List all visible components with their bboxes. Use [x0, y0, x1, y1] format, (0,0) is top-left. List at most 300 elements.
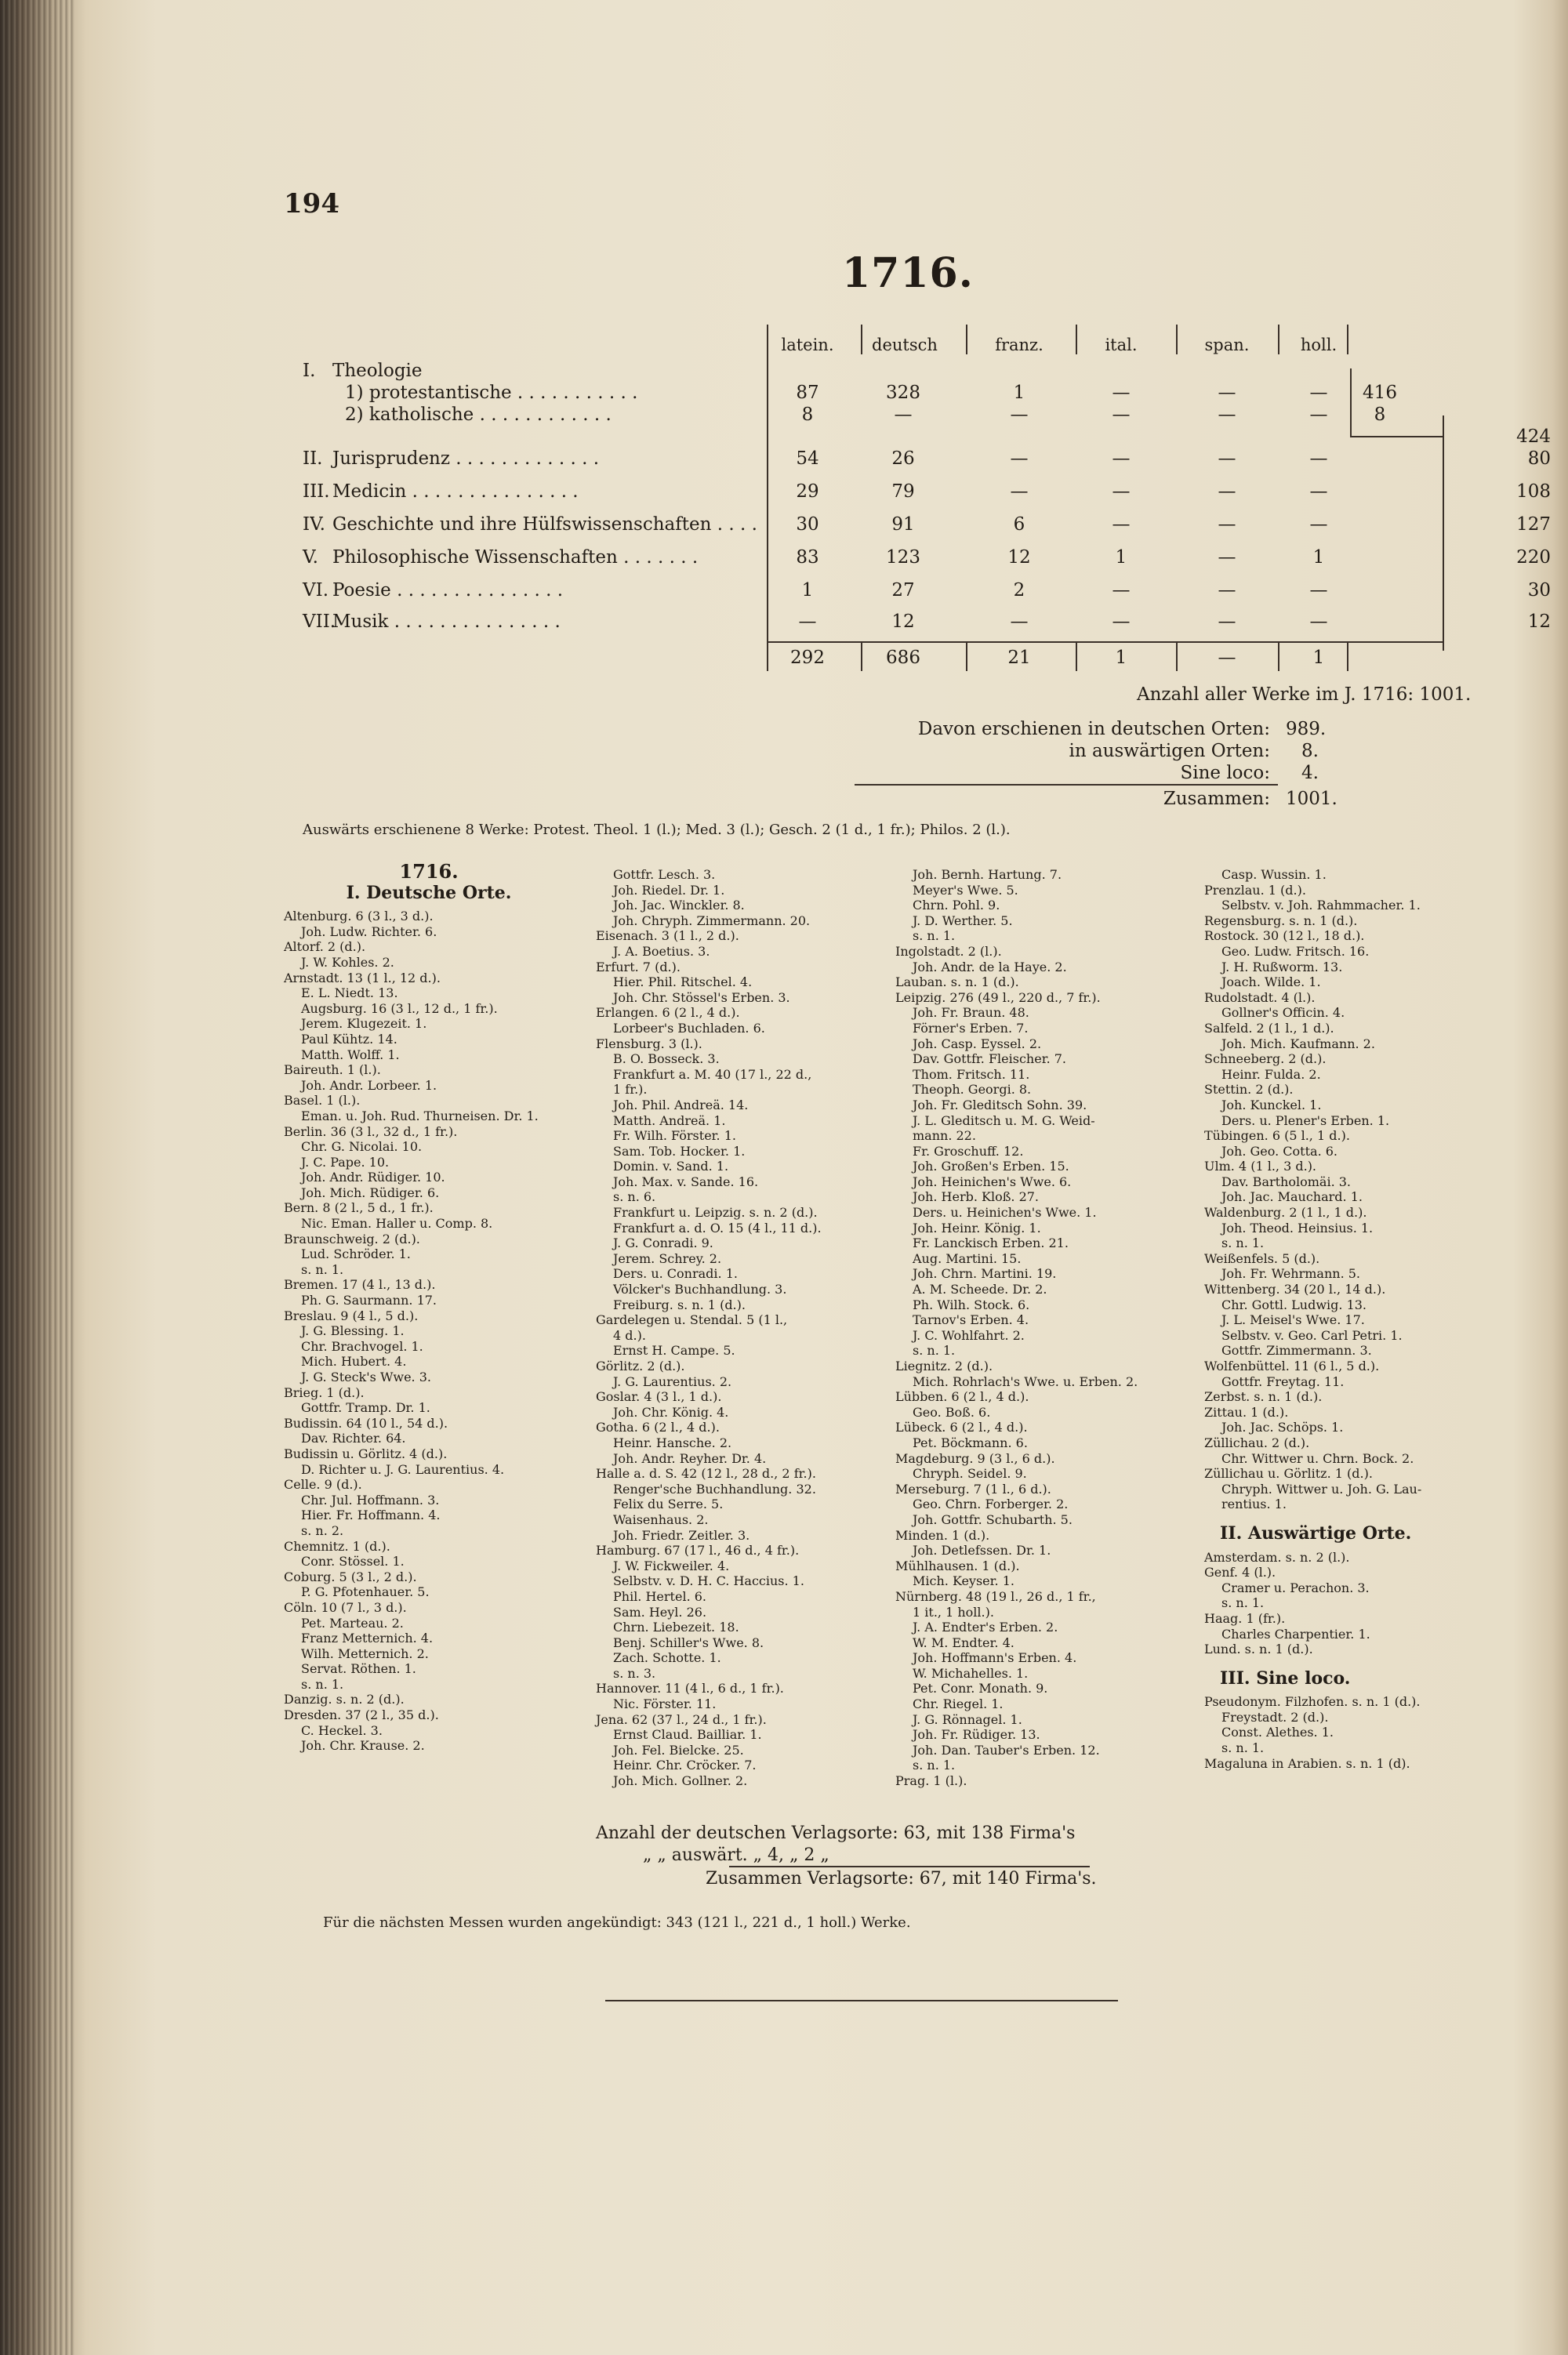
row-total: 80 [1527, 448, 1551, 469]
publisher-entry: Joh. Chr. Krause. 2. [301, 1738, 425, 1754]
publisher-entry: s. n. 1. [1221, 1740, 1265, 1756]
place-entry: Halle a. d. S. 42 (12 l., 28 d., 2 fr.). [596, 1466, 816, 1482]
publisher-entry: Joach. Wilde. 1. [1221, 974, 1321, 990]
row-label: Jurisprudenz . . . . . . . . . . . . . [332, 448, 600, 469]
publisher-entry: Ernst Claud. Bailliar. 1. [613, 1727, 762, 1743]
publisher-entry: Joh. Detlefssen. Dr. 1. [913, 1543, 1051, 1559]
publisher-entry: Joh. Dan. Tauber's Erben. 12. [913, 1742, 1100, 1758]
place-entry: Haag. 1 (fr.). [1204, 1610, 1286, 1626]
header-separator [767, 325, 768, 354]
publisher-entry: J. G. Blessing. 1. [301, 1323, 405, 1339]
totals-cell: 686 [886, 648, 920, 668]
publisher-entry: 4 d.). [613, 1327, 646, 1343]
table-cell: — [1112, 514, 1131, 535]
publisher-entry: s. n. 1. [301, 1261, 344, 1277]
publisher-entry: Sam. Heyl. 26. [613, 1604, 707, 1620]
row-number: I. [303, 361, 316, 381]
publisher-entry: Lorbeer's Buchladen. 6. [613, 1020, 765, 1036]
publisher-entry: Fr. Groschuff. 12. [913, 1143, 1024, 1159]
place-entry: Hannover. 11 (4 l., 6 d., 1 fr.). [596, 1681, 784, 1696]
publisher-entry: Joh. Chrn. Martini. 19. [913, 1266, 1057, 1282]
table-cell: — [1218, 580, 1236, 601]
publisher-entry: Domin. v. Sand. 1. [613, 1159, 729, 1174]
publisher-entry: Joh. Friedr. Zeitler. 3. [613, 1527, 750, 1543]
publisher-entry: s. n. 3. [613, 1665, 656, 1681]
year-title: 1716. [842, 249, 974, 297]
table-cell: — [1309, 405, 1328, 425]
publisher-entry: Geo. Boß. 6. [913, 1404, 991, 1420]
totals-separator [767, 641, 768, 671]
table-cell: — [1309, 448, 1328, 469]
publisher-entry: Joh. Fel. Bielcke. 25. [613, 1742, 744, 1758]
place-entry: Bern. 8 (2 l., 5 d., 1 fr.). [284, 1200, 434, 1216]
place-entry: Altenburg. 6 (3 l., 3 d.). [284, 909, 434, 924]
publisher-entry: Gollner's Officin. 4. [1221, 1005, 1345, 1021]
place-entry: Züllichau u. Görlitz. 1 (d.). [1204, 1466, 1373, 1482]
publisher-entry: Joh. Hoffmann's Erben. 4. [913, 1650, 1077, 1666]
table-cell: — [1218, 611, 1236, 632]
publisher-entry: Ders. u. Plener's Erben. 1. [1221, 1112, 1390, 1128]
publisher-entry: Pet. Conr. Monath. 9. [913, 1681, 1048, 1696]
place-entry: Minden. 1 (d.). [895, 1527, 990, 1543]
book-spine-edge [0, 0, 74, 2355]
publisher-entry: Freiburg. s. n. 1 (d.). [613, 1297, 746, 1312]
place-entry: Berlin. 36 (3 l., 32 d., 1 fr.). [284, 1123, 458, 1139]
table-cell: — [1309, 611, 1328, 632]
table-cell: 8 [801, 405, 814, 425]
place-entry: Pseudonym. Filzhofen. s. n. 1 (d.). [1204, 1694, 1421, 1710]
place-entry: Zittau. 1 (d.). [1204, 1404, 1289, 1420]
table-cell: — [1218, 383, 1236, 403]
place-entry: Erfurt. 7 (d.). [596, 959, 681, 974]
publisher-entry: s. n. 1. [913, 1343, 956, 1359]
totals-separator [1347, 641, 1348, 671]
table-cell: 54 [796, 448, 819, 469]
publisher-entry: Freystadt. 2 (d.). [1221, 1709, 1329, 1725]
table-cell: — [1309, 481, 1328, 502]
publisher-entry: Zach. Schotte. 1. [613, 1650, 721, 1666]
publisher-entry: J. L. Meisel's Wwe. 17. [1221, 1312, 1365, 1328]
totals-cell: — [1218, 648, 1236, 668]
publisher-entry: Augsburg. 16 (3 l., 12 d., 1 fr.). [301, 1000, 498, 1016]
header-separator [966, 325, 967, 354]
column-header: deutsch [872, 336, 938, 354]
place-entry: Wittenberg. 34 (20 l., 14 d.). [1204, 1282, 1386, 1297]
publisher-entry: Chrn. Pohl. 9. [913, 898, 1000, 913]
places-foreign-value: 8. [1301, 741, 1319, 761]
publisher-entry: Phil. Hertel. 6. [613, 1588, 706, 1604]
publisher-entry: J. G. Laurentius. 2. [613, 1373, 732, 1389]
place-entry: Genf. 4 (l.). [1204, 1565, 1276, 1580]
publisher-entry: J. G. Conradi. 9. [613, 1236, 713, 1251]
row-number: II. [303, 448, 323, 469]
place-entry: Jena. 62 (37 l., 24 d., 1 fr.). [596, 1711, 767, 1727]
table-cell: — [1309, 580, 1328, 601]
column-header: franz. [995, 336, 1044, 354]
place-entry: Flensburg. 3 (l.). [596, 1036, 702, 1051]
publisher-entry: s. n. 1. [913, 1758, 956, 1773]
publisher-entry: Joh. Fr. Braun. 48. [913, 1005, 1029, 1021]
publishers-german-line: Anzahl der deutschen Verlagsorte: 63, mit 138 Firma's [596, 1823, 1076, 1843]
place-entry: Gardelegen u. Stendal. 5 (1 l., [596, 1312, 788, 1328]
publisher-entry: Matth. Wolff. 1. [301, 1047, 400, 1062]
table-cell: 79 [891, 481, 915, 502]
publisher-entry: P. G. Pfotenhauer. 5. [301, 1584, 430, 1600]
place-entry: Görlitz. 2 (d.). [596, 1359, 685, 1373]
publisher-entry: Chryph. Seidel. 9. [913, 1466, 1027, 1482]
list-year-heading: 1716. [399, 860, 459, 883]
publisher-entry: Ph. Wilh. Stock. 6. [913, 1297, 1030, 1312]
publisher-entry: Paul Kühtz. 14. [301, 1031, 397, 1047]
publisher-entry: Jerem. Klugezeit. 1. [301, 1016, 427, 1032]
publisher-entry: Chr. Brachvogel. 1. [301, 1338, 423, 1354]
table-cell: 30 [796, 514, 819, 535]
publisher-entry: Joh. Riedel. Dr. 1. [613, 882, 725, 898]
publisher-entry: Hier. Fr. Hoffmann. 4. [301, 1508, 441, 1523]
bottom-rule [605, 2000, 1118, 2001]
publisher-entry: Casp. Wussin. 1. [1221, 867, 1327, 882]
totals-rule [767, 641, 1443, 643]
publisher-entry: D. Richter u. J. G. Laurentius. 4. [301, 1461, 505, 1477]
publisher-entry: Gottfr. Lesch. 3. [613, 867, 716, 882]
place-entry: Nürnberg. 48 (19 l., 26 d., 1 fr., [895, 1588, 1096, 1604]
table-cell: — [1218, 448, 1236, 469]
publisher-entry: Felix du Serre. 5. [613, 1497, 724, 1512]
place-entry: Prenzlau. 1 (d.). [1204, 882, 1306, 898]
row-total: 12 [1527, 611, 1551, 632]
publisher-entry: Chr. Jul. Hoffmann. 3. [301, 1492, 440, 1508]
place-entry: Waldenburg. 2 (1 l., 1 d.). [1204, 1205, 1367, 1221]
publisher-entry: Heinr. Chr. Cröcker. 7. [613, 1758, 757, 1773]
publisher-entry: Matth. Andreä. 1. [613, 1112, 726, 1128]
header-separator [1176, 325, 1178, 354]
totals-separator [1076, 641, 1077, 671]
row-label: Geschichte und ihre Hülfswissenschaften . . . . [332, 514, 757, 535]
place-entry: Ingolstadt. 2 (l.). [895, 943, 1002, 959]
place-entry: Rudolstadt. 4 (l.). [1204, 989, 1316, 1005]
table-cell: 1 [1115, 547, 1127, 568]
publisher-entry: Ernst H. Campe. 5. [613, 1343, 735, 1359]
publisher-entry: Joh. Jac. Mauchard. 1. [1221, 1189, 1363, 1205]
publisher-entry: Pet. Böckmann. 6. [913, 1435, 1028, 1450]
publisher-entry: Joh. Bernh. Hartung. 7. [913, 867, 1062, 882]
publisher-entry: Chr. G. Nicolai. 10. [301, 1139, 423, 1155]
publisher-entry: Mich. Rohrlach's Wwe. u. Erben. 2. [913, 1373, 1138, 1389]
publisher-entry: s. n. 1. [913, 928, 956, 944]
publisher-entry: Joh. Gottfr. Schubarth. 5. [913, 1511, 1073, 1527]
table-cell: — [1010, 481, 1029, 502]
totals-separator [966, 641, 967, 671]
header-separator [861, 325, 862, 354]
row-label: Theologie [332, 361, 423, 381]
publisher-entry: Gottfr. Zimmermann. 3. [1221, 1343, 1372, 1359]
subtotal-cell: 8 [1374, 405, 1386, 425]
publisher-entry: mann. 22. [913, 1128, 976, 1144]
place-entry: Chemnitz. 1 (d.). [284, 1538, 390, 1554]
place-entry: Liegnitz. 2 (d.). [895, 1359, 993, 1373]
publisher-entry: Lud. Schröder. 1. [301, 1246, 411, 1262]
place-entry: Ulm. 4 (1 l., 3 d.). [1204, 1159, 1317, 1174]
publisher-entry: Mich. Keyser. 1. [913, 1573, 1014, 1589]
place-entry: Rostock. 30 (12 l., 18 d.). [1204, 928, 1365, 944]
publisher-entry: Joh. Fr. Wehrmann. 5. [1221, 1266, 1361, 1282]
publishers-sum-rule [729, 1866, 1090, 1867]
publisher-entry: 1 it., 1 holl.). [913, 1604, 994, 1620]
publisher-entry: s. n. 1. [301, 1676, 344, 1692]
place-entry: Züllichau. 2 (d.). [1204, 1435, 1310, 1450]
places-german-value: 989. [1286, 719, 1327, 739]
place-entry: Hamburg. 67 (17 l., 46 d., 4 fr.). [596, 1543, 800, 1559]
row-label: 1) protestantische . . . . . . . . . . . [345, 383, 638, 403]
table-cell: 1 [1013, 383, 1025, 403]
totals-separator [1278, 641, 1279, 671]
publisher-entry: J. C. Wohlfahrt. 2. [913, 1327, 1025, 1343]
publisher-entry: Dav. Gottfr. Fleischer. 7. [913, 1051, 1067, 1067]
place-entry: Goslar. 4 (3 l., 1 d.). [596, 1389, 722, 1405]
subtotal-separator [1443, 415, 1444, 651]
subtotal-cell: 416 [1363, 383, 1397, 403]
publisher-entry: Joh. Herb. Kloß. 27. [913, 1189, 1040, 1205]
table-cell: — [1010, 448, 1029, 469]
publisher-entry: Joh. Casp. Eyssel. 2. [913, 1036, 1042, 1051]
totals-cell: 21 [1007, 648, 1031, 668]
table-cell: — [1112, 611, 1131, 632]
column-header: holl. [1300, 336, 1338, 354]
publisher-entry: Fr. Lanckisch Erben. 21. [913, 1236, 1069, 1251]
row-label: 2) katholische . . . . . . . . . . . . [345, 405, 612, 425]
publisher-entry: Chr. Gottl. Ludwig. 13. [1221, 1297, 1367, 1312]
publisher-entry: Chryph. Wittwer u. Joh. G. Lau- [1221, 1481, 1422, 1497]
list-column-1 [284, 861, 574, 1754]
row-label: Philosophische Wissenschaften . . . . . . . [332, 547, 699, 568]
publisher-entry: J. G. Steck's Wwe. 3. [301, 1370, 431, 1384]
table-cell: 83 [796, 547, 819, 568]
publisher-entry: Heinr. Hansche. 2. [613, 1435, 732, 1450]
row-total: 108 [1516, 481, 1551, 502]
place-entry: Baireuth. 1 (l.). [284, 1062, 381, 1078]
row-label: Poesie . . . . . . . . . . . . . . . [332, 580, 564, 601]
place-entry: Lübben. 6 (2 l., 4 d.). [895, 1389, 1029, 1405]
publisher-entry: E. L. Niedt. 13. [301, 985, 398, 1001]
publisher-entry: Hier. Phil. Ritschel. 4. [613, 974, 753, 990]
publisher-entry: Förner's Erben. 7. [913, 1020, 1029, 1036]
publisher-entry: C. Heckel. 3. [301, 1722, 383, 1738]
place-entry: Breslau. 9 (4 l., 5 d.). [284, 1308, 419, 1323]
place-entry: Cöln. 10 (7 l., 3 d.). [284, 1599, 407, 1615]
publisher-entry: Frankfurt a. M. 40 (17 l., 22 d., [613, 1066, 812, 1082]
publisher-entry: Renger'sche Buchhandlung. 32. [613, 1481, 816, 1497]
publisher-entry: Fr. Wilh. Förster. 1. [613, 1128, 736, 1144]
place-entry: Leipzig. 276 (49 l., 220 d., 7 fr.). [895, 989, 1101, 1005]
places-german-label: Davon erschienen in deutschen Orten: [917, 719, 1270, 739]
table-cell: — [1218, 547, 1236, 568]
place-entry: Brieg. 1 (d.). [284, 1384, 365, 1400]
publisher-entry: Servat. Röthen. 1. [301, 1661, 416, 1677]
publisher-entry: W. Michahelles. 1. [913, 1665, 1029, 1681]
publisher-entry: Ders. u. Conradi. 1. [613, 1266, 738, 1282]
table-cell: 91 [891, 514, 915, 535]
publisher-entry: Selbstv. v. Joh. Rahmmacher. 1. [1221, 898, 1421, 913]
place-entry: Budissin. 64 (10 l., 54 d.). [284, 1415, 448, 1431]
publisher-entry: Joh. Kunckel. 1. [1221, 1097, 1322, 1112]
publisher-entry: Joh. Mich. Rüdiger. 6. [301, 1185, 440, 1200]
place-entry: Braunschweig. 2 (d.). [284, 1231, 420, 1246]
publisher-entry: Nic. Förster. 11. [613, 1696, 717, 1712]
row-total: 424 [1516, 426, 1551, 447]
list-column-3 [895, 867, 1201, 1789]
publisher-entry: J. L. Gleditsch u. M. G. Weid- [913, 1112, 1095, 1128]
publisher-entry: Conr. Stössel. 1. [301, 1554, 405, 1569]
table-cell: 27 [891, 580, 915, 601]
section-sine-loco: III. Sine loco. [1220, 1667, 1351, 1689]
column-header: span. [1204, 336, 1250, 354]
publisher-entry: Joh. Andr. Lorbeer. 1. [301, 1077, 437, 1093]
publisher-entry: Joh. Andr. de la Haye. 2. [913, 959, 1067, 974]
body-separator [767, 354, 768, 652]
table-cell: 12 [1007, 547, 1031, 568]
publisher-entry: Nic. Eman. Haller u. Comp. 8. [301, 1216, 493, 1232]
publisher-entry: Joh. Geo. Cotta. 6. [1221, 1143, 1338, 1159]
row-number: V. [303, 547, 318, 568]
publisher-entry: Joh. Mich. Gollner. 2. [613, 1773, 748, 1789]
publisher-entry: Joh. Jac. Schöps. 1. [1221, 1420, 1344, 1435]
publisher-entry: Völcker's Buchhandlung. 3. [613, 1282, 787, 1297]
publisher-entry: Joh. Fr. Rüdiger. 13. [913, 1727, 1040, 1743]
publisher-entry: s. n. 1. [1221, 1236, 1265, 1251]
publisher-entry: Pet. Marteau. 2. [301, 1615, 404, 1631]
table-cell: — [1112, 448, 1131, 469]
publisher-entry: Joh. Jac. Winckler. 8. [613, 898, 745, 913]
header-separator [1278, 325, 1279, 354]
publisher-entry: 1 fr.). [613, 1082, 648, 1098]
publisher-entry: Chr. Wittwer u. Chrn. Bock. 2. [1221, 1450, 1414, 1466]
publisher-entry: Charles Charpentier. 1. [1221, 1626, 1370, 1642]
publisher-entry: B. O. Bosseck. 3. [613, 1051, 720, 1067]
publisher-entry: Joh. Heinichen's Wwe. 6. [913, 1174, 1072, 1189]
header-separator [1076, 325, 1077, 354]
table-cell: 26 [891, 448, 915, 469]
places-sum-label: Zusammen: [1163, 789, 1270, 809]
list-column-4 [1204, 867, 1534, 1771]
publisher-entry: Wilh. Metternich. 2. [301, 1646, 429, 1661]
place-entry: Magaluna in Arabien. s. n. 1 (d). [1204, 1755, 1410, 1771]
table-cell: 1 [801, 580, 814, 601]
publisher-entry: Jerem. Schrey. 2. [613, 1250, 722, 1266]
publisher-entry: Selbstv. v. D. H. C. Haccius. 1. [613, 1573, 804, 1589]
publisher-entry: Gottfr. Freytag. 11. [1221, 1373, 1345, 1389]
publisher-entry: Joh. Mich. Kaufmann. 2. [1221, 1036, 1375, 1051]
place-entry: Bremen. 17 (4 l., 13 d.). [284, 1277, 436, 1293]
table-cell: — [1218, 514, 1236, 535]
place-entry: Gotha. 6 (2 l., 4 d.). [596, 1420, 720, 1435]
publisher-entry: J. W. Fickweiler. 4. [613, 1558, 730, 1573]
place-entry: Wolfenbüttel. 11 (6 l., 5 d.). [1204, 1359, 1380, 1373]
column-header: latein. [781, 336, 834, 354]
publisher-entry: Meyer's Wwe. 5. [913, 882, 1018, 898]
table-cell: 328 [886, 383, 920, 403]
publisher-entry: A. M. Scheede. Dr. 2. [913, 1282, 1047, 1297]
table-cell: 1 [1312, 547, 1325, 568]
place-entry: Altorf. 2 (d.). [284, 939, 366, 955]
place-entry: Tübingen. 6 (5 l., 1 d.). [1204, 1128, 1350, 1144]
publisher-entry: Joh. Fr. Gleditsch Sohn. 39. [913, 1097, 1087, 1112]
page-number: 194 [284, 188, 339, 220]
list-column-2 [596, 867, 886, 1789]
publisher-entry: Frankfurt u. Leipzig. s. n. 2 (d.). [613, 1205, 818, 1221]
places-foreign-label: in auswärtigen Orten: [1069, 741, 1270, 761]
publisher-entry: s. n. 1. [1221, 1595, 1265, 1611]
place-entry: Arnstadt. 13 (1 l., 12 d.). [284, 970, 441, 985]
table-cell: 87 [796, 383, 819, 403]
row-total: 220 [1516, 547, 1551, 568]
place-entry: Prag. 1 (l.). [895, 1773, 967, 1789]
place-entry: Regensburg. s. n. 1 (d.). [1204, 913, 1358, 928]
table-cell: 29 [796, 481, 819, 502]
totals-separator [1176, 641, 1178, 671]
publisher-entry: Joh. Chryph. Zimmermann. 20. [613, 913, 811, 928]
table-cell: — [894, 405, 913, 425]
place-entry: Coburg. 5 (3 l., 2 d.). [284, 1569, 417, 1584]
publisher-entry: Eman. u. Joh. Rud. Thurneisen. Dr. 1. [301, 1108, 539, 1123]
row-number: VI. [303, 580, 329, 601]
place-entry: Danzig. s. n. 2 (d.). [284, 1692, 405, 1707]
publisher-entry: J. H. Rußworm. 13. [1221, 959, 1343, 974]
publisher-entry: J. D. Werther. 5. [913, 913, 1013, 928]
table-cell: 12 [891, 611, 915, 632]
publisher-entry: Gottfr. Tramp. Dr. 1. [301, 1400, 430, 1416]
publisher-entry: J. A. Boetius. 3. [613, 943, 710, 959]
table-cell: — [1112, 481, 1131, 502]
publisher-entry: J. A. Endter's Erben. 2. [913, 1620, 1058, 1635]
publisher-entry: Joh. Ludw. Richter. 6. [301, 923, 437, 939]
publisher-entry: Joh. Max. v. Sande. 16. [613, 1174, 759, 1189]
place-entry: Lund. s. n. 1 (d.). [1204, 1642, 1313, 1657]
section-german-places: I. Deutsche Orte. [346, 882, 512, 903]
row-number: VII. [303, 611, 336, 632]
place-entry: Merseburg. 7 (1 l., 6 d.). [895, 1481, 1051, 1497]
totals-cell: 1 [1312, 648, 1325, 668]
table-cell: 6 [1013, 514, 1025, 535]
place-entry: Erlangen. 6 (2 l., 4 d.). [596, 1005, 740, 1021]
places-sum-value: 1001. [1286, 789, 1338, 809]
table-cell: — [1010, 611, 1029, 632]
publisher-entry: W. M. Endter. 4. [913, 1635, 1014, 1650]
publisher-entry: Heinr. Fulda. 2. [1221, 1066, 1321, 1082]
place-entry: Lübeck. 6 (2 l., 4 d.). [895, 1420, 1028, 1435]
row-label: Medicin . . . . . . . . . . . . . . . [332, 481, 579, 502]
publisher-entry: Tarnov's Erben. 4. [913, 1312, 1029, 1328]
table-cell: — [1112, 580, 1131, 601]
totals-separator [861, 641, 862, 671]
publisher-entry: J. C. Pape. 10. [301, 1154, 390, 1170]
announced-works-line: Für die nächsten Messen wurden angekündigt: 343 (121 l., 221 d., 1 holl.) Werke. [323, 1914, 911, 1931]
publisher-entry: J. W. Kohles. 2. [301, 954, 394, 970]
place-entry: Mühlhausen. 1 (d.). [895, 1558, 1020, 1573]
table-cell: — [1309, 383, 1328, 403]
publisher-entry: Waisenhaus. 2. [613, 1511, 709, 1527]
place-entry: Stettin. 2 (d.). [1204, 1082, 1294, 1098]
publisher-entry: Joh. Andr. Rüdiger. 10. [301, 1170, 445, 1185]
publisher-entry: Ders. u. Heinichen's Wwe. 1. [913, 1205, 1097, 1221]
publisher-entry: Theoph. Georgi. 8. [913, 1082, 1032, 1098]
table-cell: — [1112, 383, 1131, 403]
publisher-entry: Geo. Chrn. Forberger. 2. [913, 1497, 1069, 1512]
publishers-total-line: Zusammen Verlagsorte: 67, mit 140 Firma's. [706, 1869, 1097, 1889]
place-entry: Lauban. s. n. 1 (d.). [895, 974, 1019, 990]
places-sineloco-value: 4. [1301, 763, 1319, 783]
places-sineloco-label: Sine loco: [1180, 763, 1270, 783]
place-entry: Weißenfels. 5 (d.). [1204, 1250, 1320, 1266]
